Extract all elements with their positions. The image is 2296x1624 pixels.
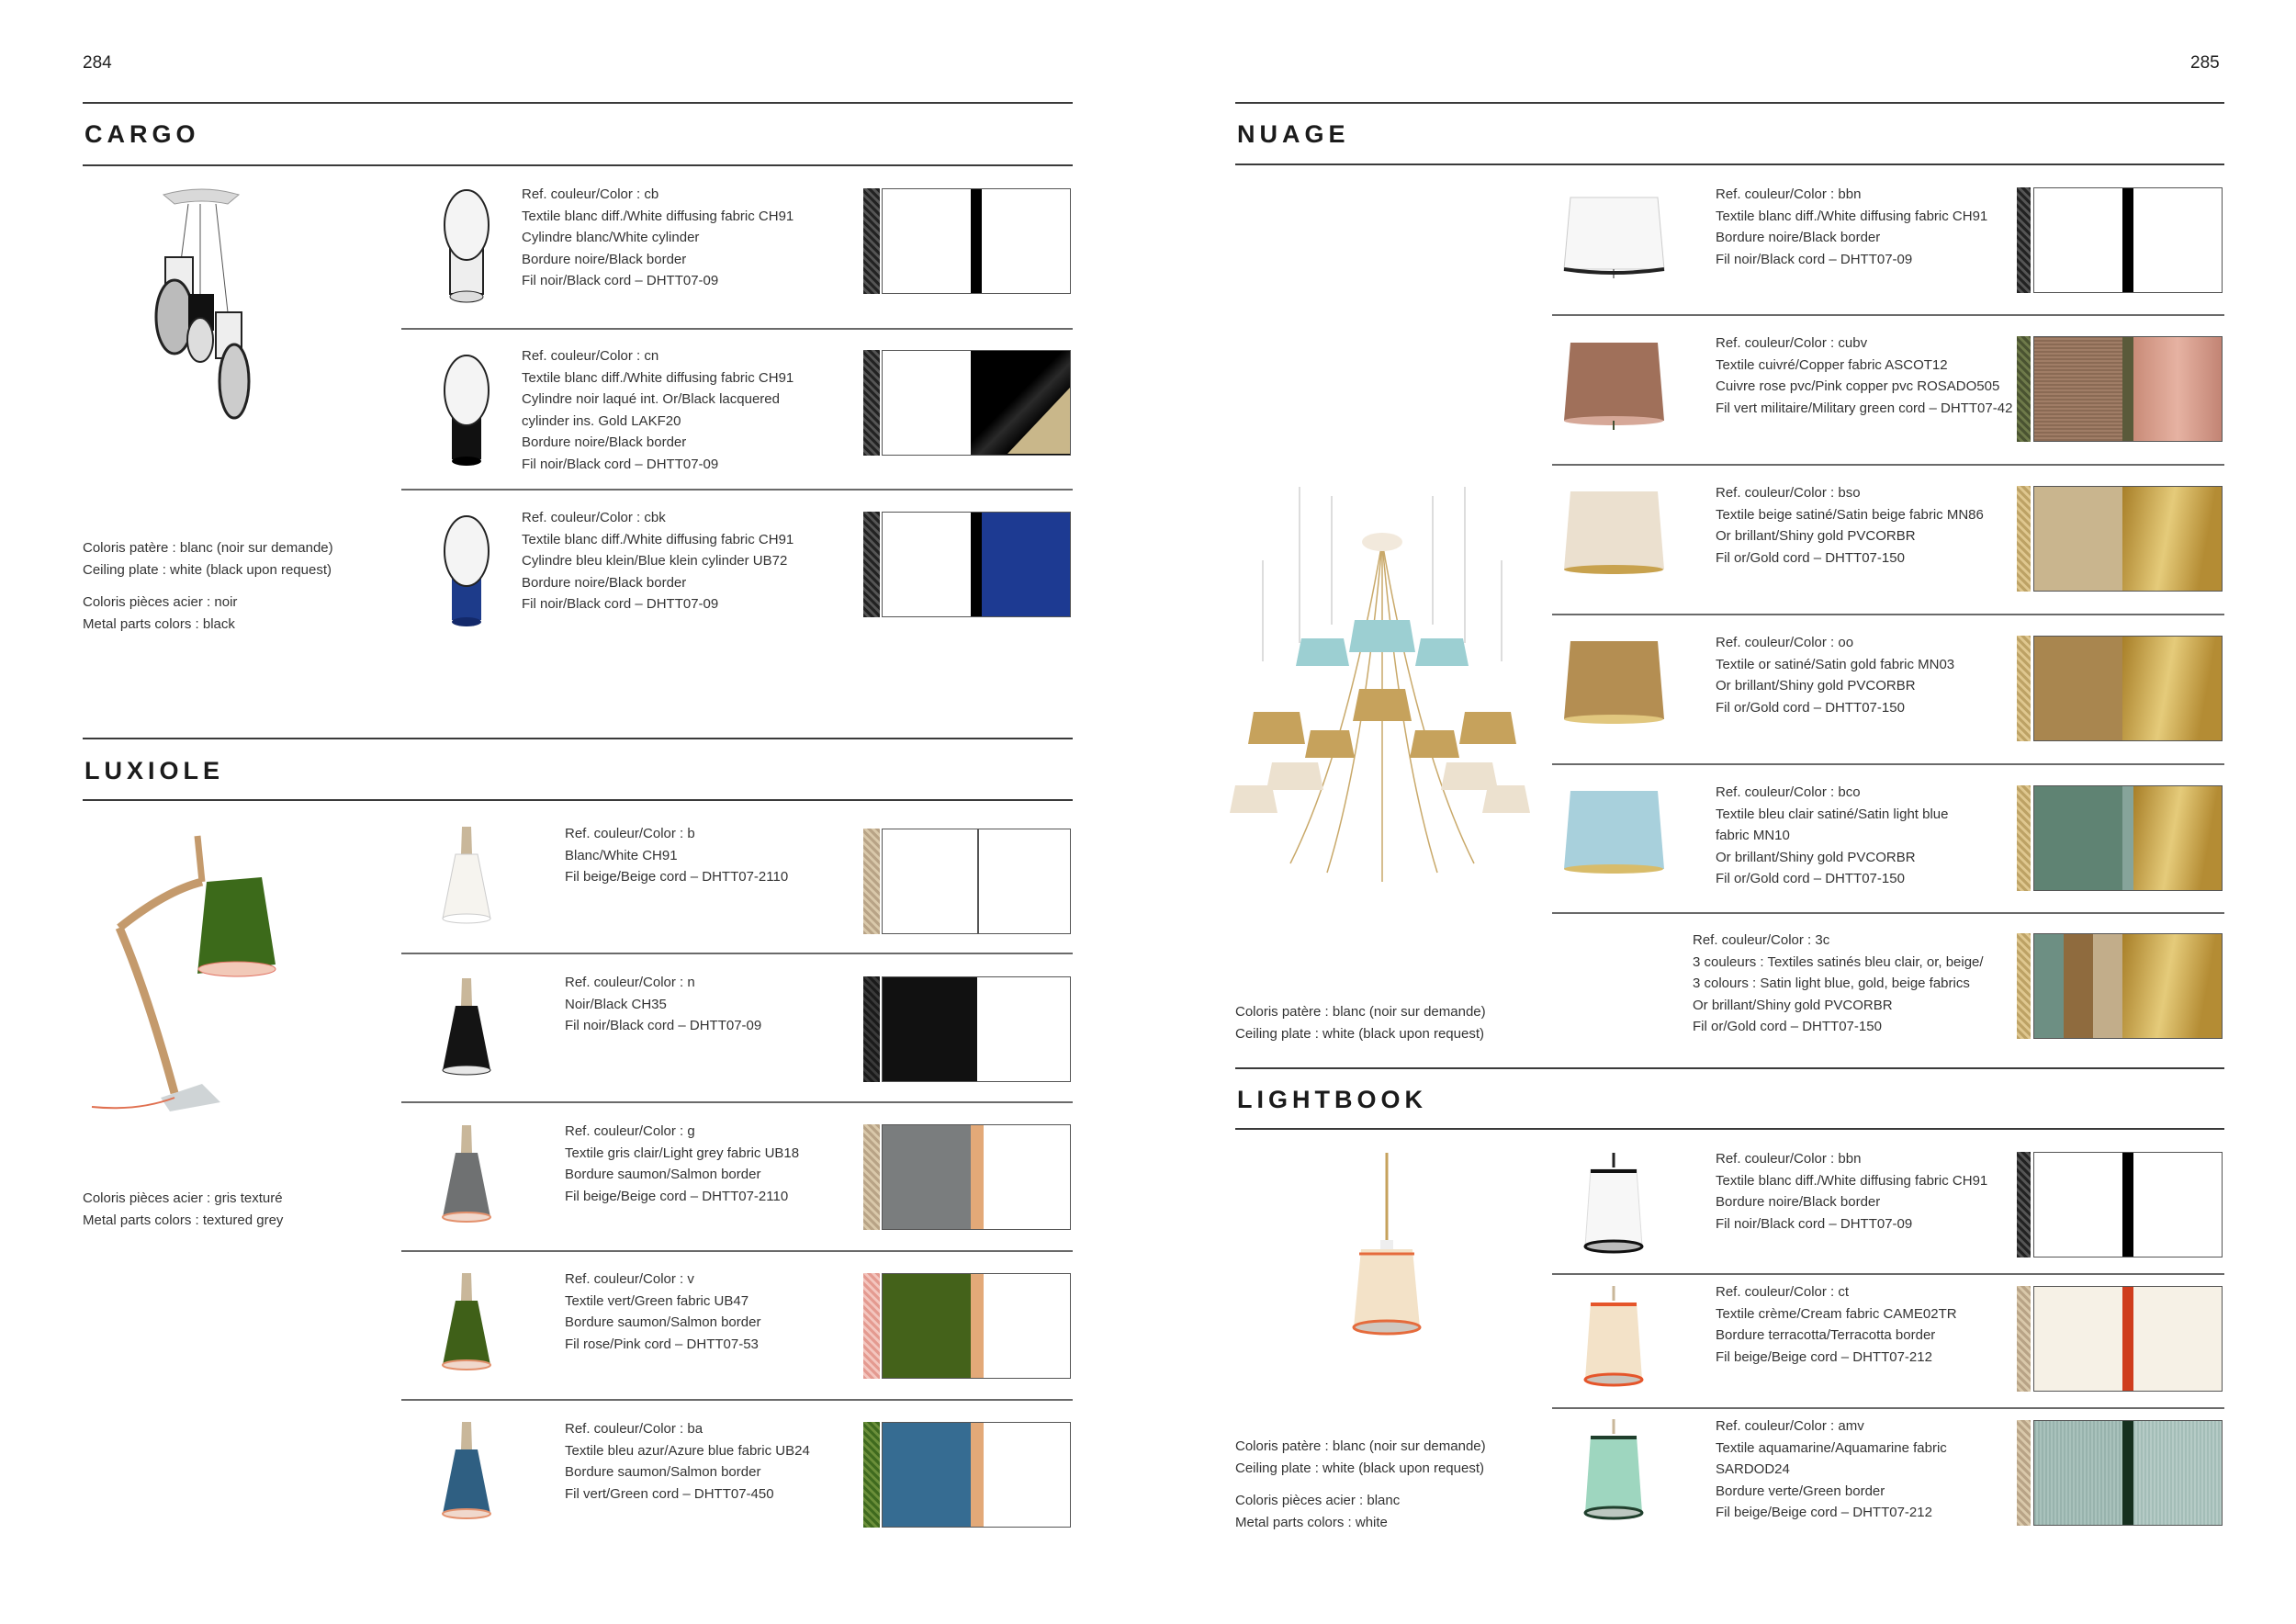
fabric-swatch	[882, 976, 1071, 1082]
section-title-nuage: NUAGE	[1237, 120, 1350, 148]
lightbook-lamp-thumbnail	[1581, 1153, 1646, 1258]
cord-swatch	[863, 1273, 880, 1379]
page-number-left: 284	[83, 53, 112, 73]
section-rule	[1235, 164, 2224, 165]
cord-swatch	[2017, 336, 2031, 442]
fabric-swatch	[2033, 636, 2223, 741]
fabric-swatch	[2033, 1152, 2223, 1257]
cord-swatch	[863, 350, 880, 456]
fabric-swatch	[882, 1422, 1071, 1528]
cargo-pendant-image	[138, 184, 266, 441]
nuage-item-description: Ref. couleur/Color : bco Textile bleu clair satiné/Satin light blue fabric MN10 Or brillant/Shiny gold PVCORBR Fil or/Gold cord – DHTT07-150	[1716, 784, 1949, 886]
lightbook-item-description: Ref. couleur/Color : amv Textile aquamarine/Aquamarine fabric SARDOD24 Bordure verte/Green border Fil beige/Beige cord – DHTT07-212	[1716, 1418, 1947, 1520]
lightbook-note: Ceiling plate : white (black upon request)	[1235, 1460, 1484, 1476]
nuage-note: Coloris patère : blanc (noir sur demande)	[1235, 1004, 1486, 1020]
nuage-note: Ceiling plate : white (black upon request)	[1235, 1025, 1484, 1042]
fabric-swatch	[882, 188, 1071, 294]
nuage-lamp-thumbnail	[1561, 338, 1667, 430]
luxiole-lamp-thumbnail	[439, 1273, 494, 1376]
cargo-note: Ceiling plate : white (black upon request)	[83, 561, 332, 578]
section-title-lightbook: LIGHTBOOK	[1237, 1086, 1427, 1113]
cargo-item-description: Ref. couleur/Color : cb Textile blanc diff./White diffusing fabric CH91 Cylindre blanc/White cylinder Bordure noire/Black border Fil noir/Black cord – DHTT07-09	[522, 186, 794, 288]
fabric-swatch	[882, 512, 1071, 617]
cargo-lamp-thumbnail	[439, 349, 494, 468]
luxiole-item-description: Ref. couleur/Color : g Textile gris clair/Light grey fabric UB18 Bordure saumon/Salmon border Fil beige/Beige cord – DHTT07-2110	[565, 1123, 800, 1204]
cord-swatch	[2017, 636, 2031, 741]
luxiole-lamp-thumbnail	[439, 1422, 494, 1525]
cord-swatch	[863, 512, 880, 617]
fabric-swatch	[882, 829, 1071, 934]
cord-swatch	[2017, 1152, 2031, 1257]
section-rule	[83, 738, 1073, 739]
luxiole-desk-lamp-image	[83, 827, 285, 1121]
fabric-swatch	[882, 1124, 1071, 1230]
cord-swatch	[863, 1422, 880, 1528]
nuage-item-description: Ref. couleur/Color : bbn Textile blanc diff./White diffusing fabric CH91 Bordure noire/Black border Fil noir/Black cord – DHTT07-09	[1716, 186, 1988, 267]
luxiole-lamp-thumbnail	[439, 1125, 494, 1228]
cord-swatch	[863, 1124, 880, 1230]
luxiole-item-description: Ref. couleur/Color : v Textile vert/Green fabric UB47 Bordure saumon/Salmon border Fil rose/Pink cord – DHTT07-53	[565, 1271, 761, 1352]
cargo-lamp-thumbnail	[439, 188, 494, 303]
cord-swatch	[2017, 1420, 2031, 1526]
section-rule	[1235, 1067, 2224, 1069]
section-rule	[1235, 1128, 2224, 1130]
luxiole-item-description: Ref. couleur/Color : b Blanc/White CH91 Fil beige/Beige cord – DHTT07-2110	[565, 826, 789, 885]
cargo-note: Coloris pièces acier : noir	[83, 594, 238, 610]
lightbook-note: Coloris pièces acier : blanc	[1235, 1493, 1401, 1508]
lightbook-lamp-thumbnail	[1581, 1286, 1646, 1392]
lightbook-item-description: Ref. couleur/Color : ct Textile crème/Cream fabric CAME02TR Bordure terracotta/Terracotta border Fil beige/Beige cord – DHTT07-212	[1716, 1284, 1957, 1365]
luxiole-note: Metal parts colors : textured grey	[83, 1212, 284, 1228]
fabric-swatch	[882, 350, 1071, 456]
section-rule	[1235, 102, 2224, 104]
luxiole-item-description: Ref. couleur/Color : n Noir/Black CH35 Fil noir/Black cord – DHTT07-09	[565, 975, 762, 1033]
fabric-swatch	[2033, 1286, 2223, 1392]
section-rule	[83, 799, 1073, 801]
luxiole-lamp-thumbnail	[439, 978, 494, 1081]
nuage-item-description: Ref. couleur/Color : bso Textile beige satiné/Satin beige fabric MN86 Or brillant/Shiny gold PVCORBR Fil or/Gold cord – DHTT07-150	[1716, 485, 1984, 566]
cargo-note: Coloris patère : blanc (noir sur demande)	[83, 540, 333, 556]
nuage-item-description: Ref. couleur/Color : 3c 3 couleurs : Textiles satinés bleu clair, or, beige/ 3 colours : Satin light blue, gold, beige fabrics Or brillant/Shiny gold PVCORBR Fil or/Gold cord – DHTT07-150	[1693, 932, 1984, 1034]
section-title-cargo: CARGO	[84, 120, 200, 148]
lightbook-item-description: Ref. couleur/Color : bbn Textile blanc diff./White diffusing fabric CH91 Bordure noire/Black border Fil noir/Black cord – DHTT07-09	[1716, 1151, 1988, 1232]
cargo-note: Metal parts colors : black	[83, 615, 235, 632]
fabric-swatch	[2033, 1420, 2223, 1526]
section-title-luxiole: LUXIOLE	[84, 757, 225, 784]
cord-swatch	[2017, 187, 2031, 293]
cord-swatch	[2017, 933, 2031, 1039]
nuage-chandelier-image	[1235, 478, 1529, 891]
nuage-item-description: Ref. couleur/Color : cubv Textile cuivré/Copper fabric ASCOT12 Cuivre rose pvc/Pink copper pvc ROSADO505 Fil vert militaire/Military green cord – DHTT07-42	[1716, 335, 2013, 416]
cord-swatch	[863, 976, 880, 1082]
section-rule	[83, 164, 1073, 166]
fabric-swatch	[2033, 933, 2223, 1039]
nuage-item-description: Ref. couleur/Color : oo Textile or satiné/Satin gold fabric MN03 Or brillant/Shiny gold PVCORBR Fil or/Gold cord – DHTT07-150	[1716, 635, 1955, 716]
cord-swatch	[2017, 486, 2031, 592]
fabric-swatch	[882, 1273, 1071, 1379]
cord-swatch	[863, 829, 880, 934]
fabric-swatch	[2033, 187, 2223, 293]
luxiole-note: Coloris pièces acier : gris texturé	[83, 1190, 283, 1206]
lightbook-note: Coloris patère : blanc (noir sur demande)	[1235, 1438, 1486, 1454]
fabric-swatch	[2033, 336, 2223, 442]
lightbook-pendant-image	[1350, 1153, 1424, 1346]
fabric-swatch	[2033, 486, 2223, 592]
page-number-right: 285	[2190, 53, 2220, 73]
cargo-item-description: Ref. couleur/Color : cbk Textile blanc diff./White diffusing fabric CH91 Cylindre bleu klein/Blue klein cylinder UB72 Bordure noire/Black border Fil noir/Black cord – DHTT07-09	[522, 510, 794, 612]
lightbook-note: Metal parts colors : white	[1235, 1514, 1388, 1530]
cord-swatch	[2017, 1286, 2031, 1392]
fabric-swatch	[2033, 785, 2223, 891]
section-rule	[83, 102, 1073, 104]
luxiole-item-description: Ref. couleur/Color : ba Textile bleu azur/Azure blue fabric UB24 Bordure saumon/Salmon border Fil vert/Green cord – DHTT07-450	[565, 1421, 810, 1502]
nuage-lamp-thumbnail	[1561, 188, 1667, 280]
lightbook-lamp-thumbnail	[1581, 1419, 1646, 1525]
cargo-lamp-thumbnail	[439, 510, 494, 629]
nuage-lamp-thumbnail	[1561, 786, 1667, 878]
nuage-lamp-thumbnail	[1561, 637, 1667, 728]
nuage-lamp-thumbnail	[1561, 487, 1667, 579]
cargo-item-description: Ref. couleur/Color : cn Textile blanc diff./White diffusing fabric CH91 Cylindre noir laqué int. Or/Black lacquered cylinder ins. Gold LAKF20 Bordure noire/Black border Fil noir/Black cord – DHTT07-09	[522, 348, 794, 472]
cord-swatch	[863, 188, 880, 294]
cord-swatch	[2017, 785, 2031, 891]
luxiole-lamp-thumbnail	[439, 827, 494, 930]
